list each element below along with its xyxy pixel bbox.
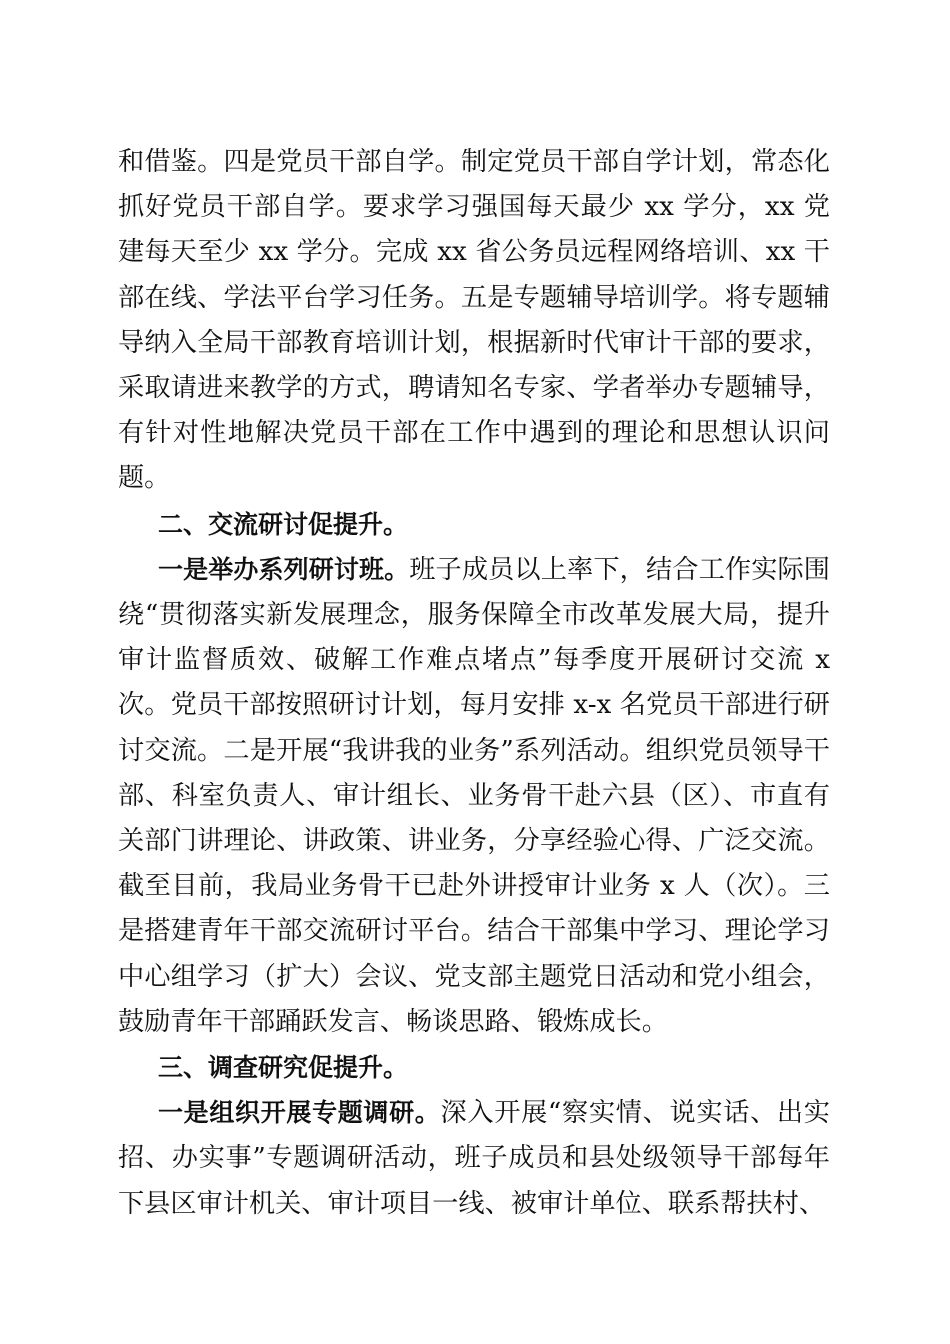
paragraph-2-body: 班子成员以上率下，结合工作实际围绕“贯彻落实新发展理念，服务保障全市改革发展大局，提升审计监督质效、破解工作难点堵点”每季度开展研讨交流 x 次。党员干部按照研讨计划，每月安排 x-x 名党员干部进行研讨交流。二是开展“我讲我的业务”系列活动。组织党员领导干部、科室负责人、审计组长、业务骨干赴六县（区）、市直有关部门讲理论、讲政策、讲业务，分享经验心得、广泛交流。截至目前，我局业务骨干已赴外讲授审计业务 x 人（次）。三是搭建青年干部交流研讨平台。结合干部集中学习、理论学习中心组学习（扩大）会议、党支部主题党日活动和党小组会，鼓励青年干部踊跃发言、畅谈思路、锻炼成长。 xyxy=(118,554,830,1037)
paragraph-2 xyxy=(118,547,830,1045)
paragraph-2-lead: 一是举办系列研讨班。 xyxy=(158,554,410,584)
paragraph-1: 和借鉴。四是党员干部自学。制定党员干部自学计划，常态化抓好党员干部自学。要求学习强国每天最少 xx 学分，xx 党建每天至少 xx 学分。完成 xx 省公务员远程网络培训、xx 干部在线、学法平台学习任务。五是专题辅导培训学。将专题辅导纳入全局干部教育培训计划，根据新时代审计干部的要求，采取请进来教学的方式，聘请知名专家、学者举办专题辅导，有针对性地解决党员干部在工作中遇到的理论和思想认识问题。 xyxy=(118,147,830,494)
paragraph-3 xyxy=(118,1090,830,1227)
document-body xyxy=(118,140,830,1227)
section-heading-3: 三、调查研究促提升。 xyxy=(158,1053,409,1083)
paragraph-3-body: 深入开展“察实情、说实话、出实招、办实事”专题调研活动，班子成员和县处级领导干部每年下县区审计机关、审计项目一线、被审计单位、联系帮扶村、 xyxy=(118,1098,830,1219)
paragraph-3-lead: 一是组织开展专题调研。 xyxy=(158,1098,441,1128)
section-heading-2: 二、交流研讨促提升。 xyxy=(158,509,409,539)
